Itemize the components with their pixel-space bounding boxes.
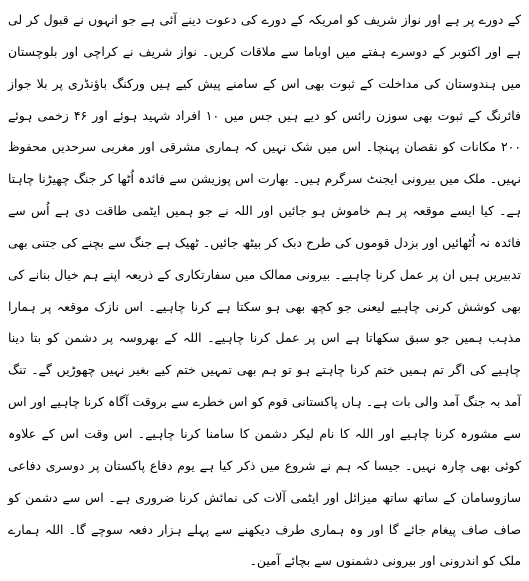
article-paragraph: کے دورے پر ہے اور نواز شریف کو امریکہ کے دورے کی دعوت دینے آئی ہے جو انہوں نے قبول کر لی ہے اور اکتوبر کے دوسرے ہفتے میں اوباما سے ملاقات کریں۔ نواز شریف نے کراچی اور بلوچستان میں ہندوستان کی مداخلت کے ثبوت بھی اس کے سامنے پیش کیے ہیں ورکنگ باؤنڈری پر بلا جواز فائرنگ کے ثبوت بھی سوزن رائس کو دیے ہیں جس میں ۱۰ افراد شہید ہوئے اور ۴۶ زخمی ہوئے ۲۰۰ مکانات کو نقصان پہنچا۔ اس میں شک نہیں کہ ہماری مشرقی اور مغربی سرحدیں محفوظ نہیں۔ ملک میں بیرونی ایجنٹ سرگرم ہیں۔ بھارت اس پوزیشن سے فائدہ اُٹھا کر جنگ چھیڑنا چاہتا ہے۔ کیا ایسے موقعہ پر ہم خاموش ہو جائیں اور اللہ نے جو ہمیں ایٹمی طاقت دی ہے اُس سے فائدہ نہ اُٹھائیں اور بزدل قوموں کی طرح دبک کر بیٹھ جائیں۔ ٹھیک ہے جنگ سے بچنے کی جتنی بھی تدبیریں ہیں ان پر عمل کرنا چاہیے۔ بیرونی ممالک میں سفارتکاری کے ذریعہ اپنے ہم خیال بنانے کی بھی کوشش کرنی چاہیے لیعنی جو کچھ بھی ہو سکتا ہے کرنا چاہیے۔ اس نازک موقعہ پر ہمارا مذہب ہمیں جو سبق سکھاتا ہے اس پر عمل کرنا چاہیے۔ اللہ کے بھروسہ پر دشمن کو بتا دینا چاہیے کی اگر تم ہمیں ختم کرنا چاہتے ہو تو ہم بھی تمہیں ختم کیے بغیر نہیں چھوڑیں گے۔ تنگ آمد بہ جنگ آمد والی بات ہے۔ ہاں پاکستانی قوم کو اس خطرے سے بروقت آگاہ کرنا چاہیے اور اس سے مشورہ کرنا چاہیے اور اللہ کا نام لیکر دشمن کا سامنا کرنا چاہیے۔ اس وقت اس کے علاوہ کوئی بھی چارہ نہیں۔ جیسا کہ ہم نے شروع میں ذکر کیا ہے یوم دفاع پاکستان پر دوسری دفاعی سازوسامان کے ساتھ ساتھ میزائل اور ایٹمی آلات کی نمائش کرنا ضروری ہے۔ اس سے دشمن کو صاف صاف پیغام جائے گا اور وہ ہماری طرف دیکھنے سے پہلے ہزار دفعہ سوچے گا۔ اللہ ہمارے ملک کو اندرونی اور بیرونی دشمنوں سے بچائے آمین۔	[8, 12, 521, 569]
